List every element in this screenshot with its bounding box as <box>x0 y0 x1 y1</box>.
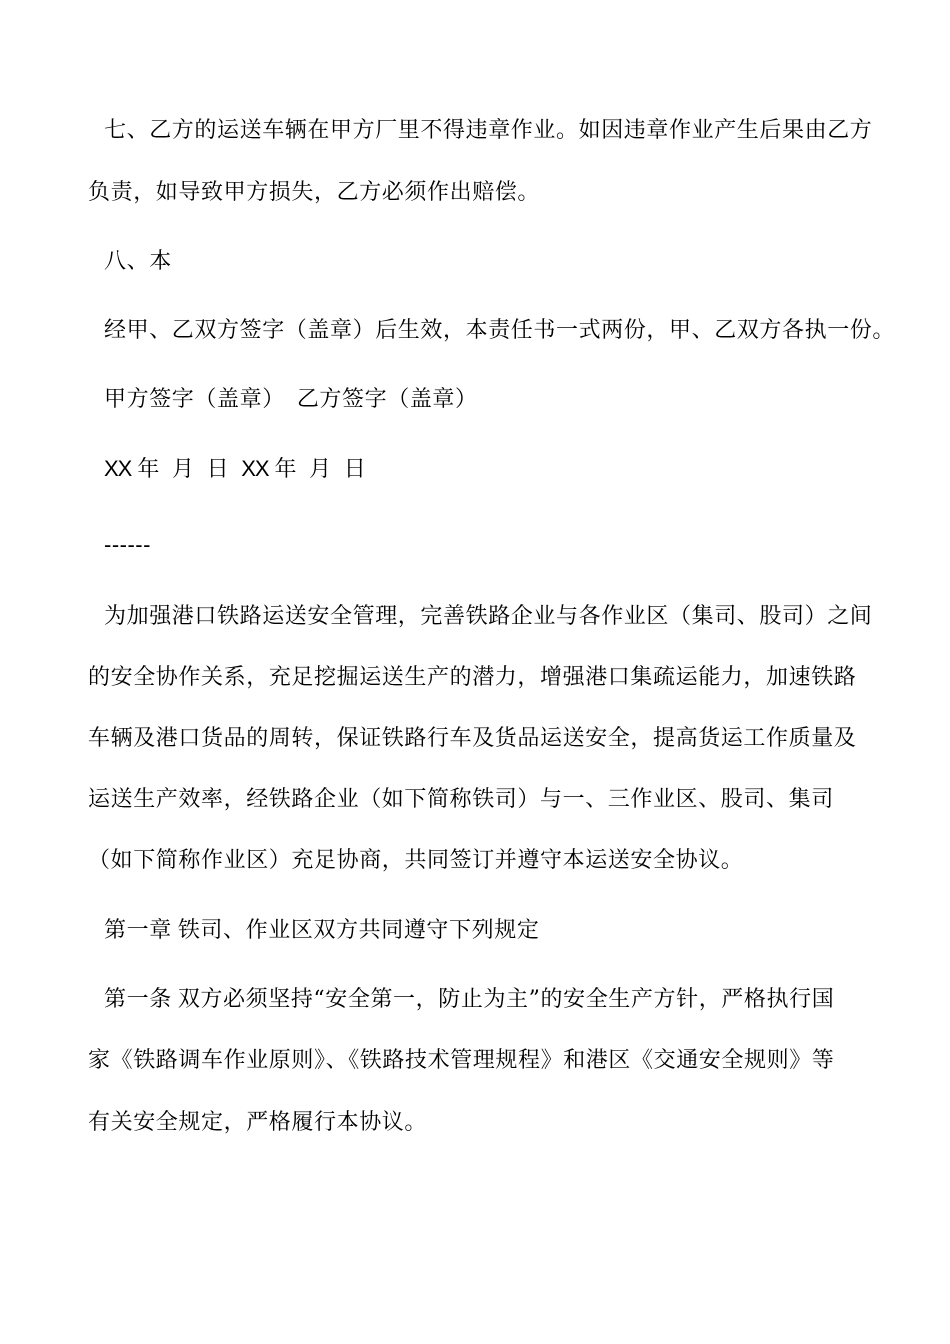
party-b-signature-label: 乙方签字（盖章） <box>296 387 478 412</box>
clause-7-line-1: 七、乙方的运送车辆在甲方厂里不得违章作业。如因违章作业产生后果由乙方 <box>104 118 873 143</box>
article-1-line-2: 家《铁路调车作业原则》、《铁路技术管理规程》和港区《交通安全规则》等 <box>88 1048 835 1073</box>
date-line <box>104 454 366 485</box>
clause-7-line-2: 负责，如导致甲方损失，乙方必须作出赔偿。 <box>88 180 541 205</box>
preamble-line-1: 为加强港口铁路运送安全管理，完善铁路企业与各作业区（集司、股司）之间 <box>104 604 873 629</box>
party-b-month-label: 月 <box>309 457 332 482</box>
chapter-1-heading <box>104 916 539 946</box>
preamble-line-4: 运送生产效率，经铁路企业（如下简称铁司）与一、三作业区、股司、集司 <box>88 787 834 812</box>
article-1-line-3: 有关安全规定，严格履行本协议。 <box>88 1110 428 1135</box>
chapter-number: 第一章 <box>104 918 172 943</box>
article-1-line-1 <box>104 985 834 1015</box>
preamble-line-2: 的安全协作关系，充足挖掘运送生产的潜力，增强港口集疏运能力，加速铁路 <box>88 665 857 690</box>
clause-8-heading: 八、本 <box>104 249 172 274</box>
clause-8-body: 经甲、乙双方签字（盖章）后生效，本责任书一式两份，甲、乙双方各执一份。 <box>104 318 896 343</box>
party-a-day-label: 日 <box>206 457 230 482</box>
party-a-month-label: 月 <box>171 457 195 482</box>
preamble-line-5: （如下简称作业区）充足协商，共同签订并遵守本运送安全协议。 <box>88 848 744 873</box>
party-b-day-label: 日 <box>343 457 367 482</box>
chapter-title: 铁司、作业区双方共同遵守下列规定 <box>177 918 540 943</box>
preamble-line-3: 车辆及港口货品的周转，保证铁路行车及货品运送安全，提高货运工作质量及 <box>88 726 857 751</box>
article-number: 第一条 <box>104 987 172 1012</box>
party-b-year: XX <box>241 456 269 481</box>
signature-line <box>104 385 478 415</box>
party-b-year-label: 年 <box>274 457 298 482</box>
section-separator: ------ <box>104 532 151 557</box>
party-a-year-label: 年 <box>137 457 160 482</box>
party-a-year: XX <box>104 456 132 481</box>
article-1-text-1: 双方必须坚持“安全第一，防止为主”的安全生产方针，严格执行国 <box>177 987 835 1012</box>
party-a-signature-label: 甲方签字（盖章） <box>104 387 285 412</box>
